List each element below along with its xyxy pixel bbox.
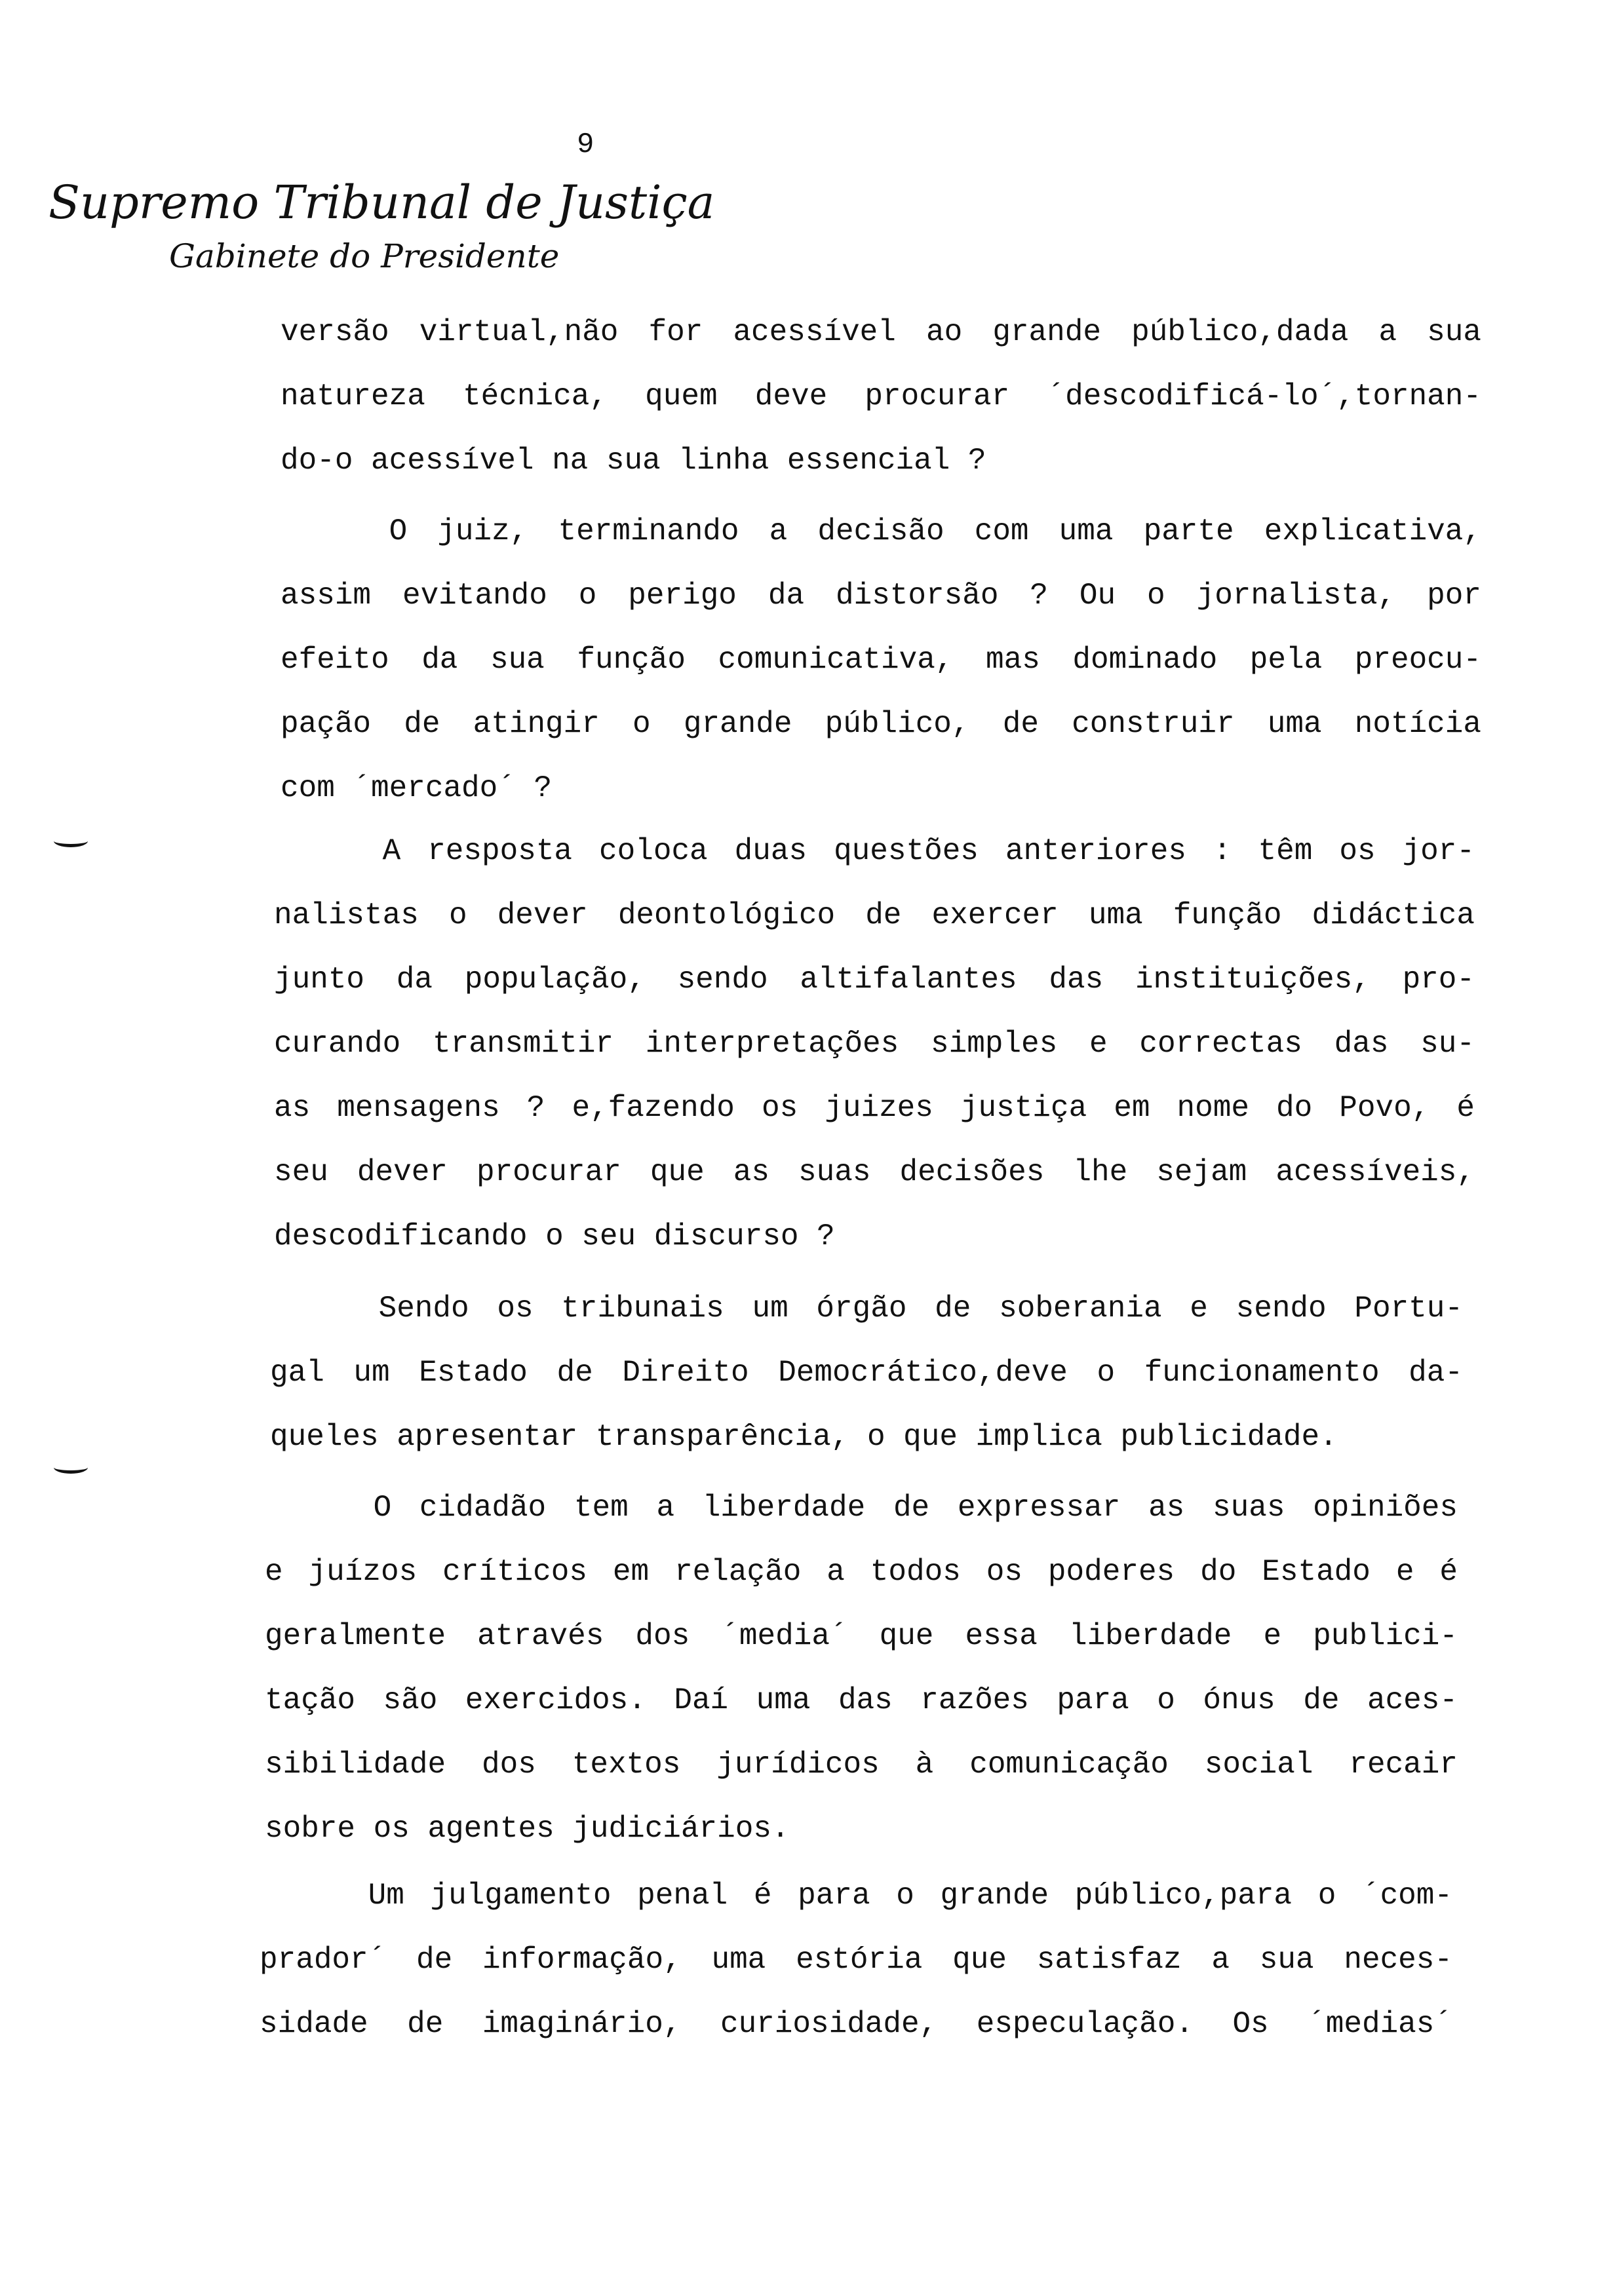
text-line: tação são exercidos. Daí uma das razões para o ónus de aces- (265, 1683, 1458, 1717)
paragraph (265, 1476, 1458, 1861)
text-line: junto da população, sendo altifalantes das instituições, pro- (274, 963, 1475, 997)
text-line: queles apresentar transparência, o que implica publicidade. (270, 1420, 1338, 1454)
paragraph (260, 1864, 1452, 2056)
margin-mark (54, 1461, 88, 1474)
text-line: efeito da sua função comunicativa, mas dominado pela preocu- (281, 643, 1481, 677)
text-line: O juiz, terminando a decisão com uma parte explicativa, (389, 514, 1481, 548)
text-line: descodificando o seu discurso ? (274, 1219, 835, 1253)
text-line: versão virtual,não for acessível ao grande público,dada a sua (281, 315, 1481, 349)
letterhead-title: Supremo Tribunal de Justiça (49, 176, 715, 229)
text-line: do-o acessível na sua linha essencial ? (281, 444, 986, 478)
text-line: e juízos críticos em relação a todos os poderes do Estado e é (265, 1555, 1458, 1589)
text-line: nalistas o dever deontológico de exercer uma função didáctica (274, 898, 1475, 932)
text-line: sidade de imaginário, curiosidade, especulação. Os ´medias´ (260, 2007, 1452, 2041)
text-line: as mensagens ? e,fazendo os juizes justiça em nome do Povo, é (274, 1091, 1475, 1125)
text-line: pação de atingir o grande público, de construir uma notícia (281, 707, 1481, 741)
text-line: A resposta coloca duas questões anteriores : têm os jor- (382, 834, 1475, 868)
text-line: assim evitando o perigo da distorsão ? Ou o jornalista, por (281, 579, 1481, 613)
text-line: natureza técnica, quem deve procurar ´descodificá-lo´,tornan- (281, 379, 1481, 413)
paragraph (281, 499, 1481, 820)
text-line: prador´ de informação, uma estória que satisfaz a sua neces- (260, 1943, 1452, 1977)
text-line: sibilidade dos textos jurídicos à comunicação social recair (265, 1748, 1458, 1782)
text-line: sobre os agentes judiciários. (265, 1812, 790, 1846)
paragraph (281, 300, 1481, 493)
paragraph (270, 1276, 1463, 1469)
page-number: 9 (577, 128, 594, 161)
text-line: O cidadão tem a liberdade de expressar as suas opiniões (373, 1491, 1458, 1525)
text-line: Um julgamento penal é para o grande público,para o ´com- (368, 1879, 1452, 1913)
margin-mark (54, 835, 88, 847)
text-line: com ´mercado´ ? (281, 771, 553, 805)
text-line: curando transmitir interpretações simples e correctas das su- (274, 1027, 1475, 1061)
text-line: geralmente através dos ´media´ que essa liberdade e publici- (265, 1619, 1458, 1653)
text-line: seu dever procurar que as suas decisões lhe sejam acessíveis, (274, 1155, 1475, 1189)
paragraph (274, 819, 1475, 1269)
text-line: gal um Estado de Direito Democrático,deve o funcionamento da- (270, 1356, 1463, 1390)
text-line: Sendo os tribunais um órgão de soberania e sendo Portu- (378, 1292, 1463, 1326)
letterhead-subtitle: Gabinete do Presidente (169, 237, 560, 275)
